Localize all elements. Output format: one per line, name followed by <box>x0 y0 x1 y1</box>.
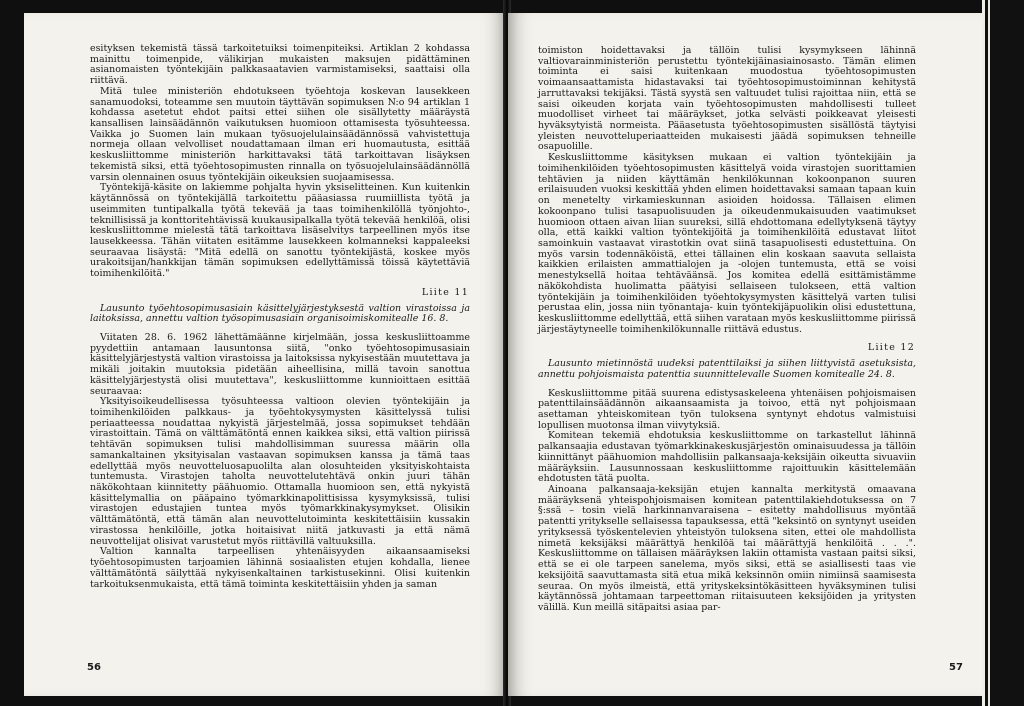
paragraph: esityksen tekemistä tässä tarkoitetuiksi toimenpiteiksi. Artiklan 2 kohdassa mainittu toimenpide, välikirjan mukaisten maksujen pidättäminen asianomaisten työntekijäin palkkasaatavien varmistamiseksi, saattaisi olla riittävä. <box>90 43 470 87</box>
paragraph: Komitean tekemiä ehdotuksia keskusliittomme on tarkastellut lähinnä palkansaajia edustavan työmarkkinakeskusjärjestön ominaisuudessa ja tällöin kiinnittänyt päähuomion mahdollisiin palkansaaja-keksijäin oikeutta sivuaviin määräyksiin. Lausunnossaan keskusliittomme rajoittuukin käsittelemään ehdotusten tätä puolta. <box>538 430 916 485</box>
paragraph: toimiston hoidettavaksi ja tällöin tulisi kysymykseen lähinnä valtiovarainministeriön perustettu työntekijäinasiainosasto. Tämän elimen toiminta ei saisi kuitenkaan muodostua työehtosopimusten voimaansaattamista hidastavaksi tai työehtosopimustoiminnan kehitystä jarruttavaksi tekijäksi. Tästä syystä sen valtuudet tulisi rajoittaa niin, että se saisi oikeuden korjata vain työehtosopimusten mahdollisesti tulleet muodolliset virheet tai määräykset, jotka selvästi poikkeavat yleisesti hyväksytyistä normeista. Pääasetusta työehtosopimusten sisällöstä täytyisi yleisten neuvotteluperiaatteiden mukaisesti jäädä sopimuksen tehneille osapuolille. <box>538 45 916 153</box>
right-page-text <box>538 46 916 614</box>
page-number: 56 <box>87 662 101 673</box>
paragraph: Keskusliittomme käsityksen mukaan ei valtion työntekijäin ja toimihenkilöiden työehtosopimusten käsittelyä voida virastojen suorittamien tehtävien ja niiden käyttämän henkilökunnan kokoonpanon suuren erilaisuuden vuoksi keskittää yhden elimen hoidettavaksi samaan tapaan kuin on menetelty virkamieskunnan asioiden hoidossa. Tällaisen elimen kokoonpano tulisi tasapuolisuuden ja oikeudenmukaisuuden vaatimukset huomioon ottaen aivan liian suureksi, sillä ehdottomana edellytyksenä täytyy olla, että kaikki valtion työntekijöitä ja toimihenkilöitä edustavat liitot samoinkuin vastaavat virastotkin ovat siinä tasapuolisesti edustettuina. On myös varsin todennäköistä, ettei tällainen elin koskaan saavuta sellaista kaikkien erilaisten ammattialojen ja -olojen tuntemusta, että se voisi menestyksellä hoitaa tehtäväänsä. Jos komitea edellä esittämistämme näkökohdista huolimatta päätyisi sellaiseen tulokseen, että valtion työntekijäin ja toimihenkilöiden työehtokysymysten käsittelyä varten tulisi perustaa elin, jossa niin työnantaja- kuin työntekijäpuolikin olisi edustettuna, keskusliittomme edellyttää, että siihen varataan myös keskusliittomme piirissä järjestäytyneelle toimihenkilökunnalle riittävä edustus. <box>538 152 916 335</box>
left-page <box>24 13 506 696</box>
section-heading: Lausunto mietinnöstä uudeksi patenttilaiksi ja siihen liittyvistä asetuksista, annettu pohjoismaista patenttia suunnittelevalle Suomen komitealle 24. 8. <box>538 358 916 380</box>
paragraph: Valtion kannalta tarpeellisen yhtenäisyyden aikaansaamiseksi työehtosopimusten tarjoamien lähinnä sosiaalisten etujen kohdalla, lienee välttämätöntä säilyttää nykyisenkaltainen tarkistusekinni. Olisi kuitenkin tarkoituksenmukaista, että tämä toiminta keskitettäisiin yhden ja saman <box>90 546 470 590</box>
paragraph: Keskusliittomme pitää suurena edistysaskeleena yhtenäisen pohjoismaisen patenttilainsäädännön aikaansaamista ja toivoo, että nyt pohjoismaan asettaman yhteiskomitean työn tuloksena syntynyt ehdotus valmistuisi lopullisen muotonsa ilman viivytyksiä. <box>538 387 916 431</box>
left-page-text <box>90 44 470 590</box>
paragraph: Yksityisoikeudellisessa työsuhteessa valtioon olevien työntekijäin ja toimihenkilöiden palkkaus- ja työehtokysymysten käsittelyssä tulisi periaatteessa noudattaa nykyistä järjestelmää, jossa sopimukset tehdään virastoittain. Tämä on välttämätöntä ennen kaikkea siksi, että valtion piirissä tehtävän sopimuksen tulisi mahdollisimman suuressa määrin olla samankaltainen yksityisalan vastaavan sopimuksen kanssa ja tämä taas edellyttää myös neuvotteluosapuolilta alan olosuhteiden yksityiskohtaista tuntemusta. Virastojen taholta neuvottelutehtävä onkin juuri tähän näkökohtaan kiinnitetty päähuomio. Ottamalla huomioon sen, että nykyistä käsittelymallia on pääpaino työmarkkinapolittisissa kysymyksissä, tulisi virastojen edustajien tuntea myös työmarkkinakysymykset. Olisikin välttämätöntä, että tämän alan neuvottelutoiminta keskitettäisiin kussakin virastossa henkilöille, jotka hoitaisivat niitä jatkuvasti ja että nämä neuvottelijat olisivat varustetut myös riittävillä valtuuksilla. <box>90 396 470 547</box>
paragraph: Työntekijä-käsite on lakiemme pohjalta hyvin yksiselitteinen. Kun kuitenkin käytännössä on työntekijällä tarkoitettu pääasiassa ruumiillista työtä ja useimmiten tuntipalkalla työtä tekevää ja taas toimihenkilöllä työnjohto-, teknillisissä ja konttoritehtävissä kuukausipalkalla työtä tekevää henkilöä, olisi keskusliittomme mielestä tätä tarkoittava lisäselvitys tarpeellinen myös itse lausekkeessa. Tähän viitaten esitämme lausekkeen kolmanneksi kappaleeksi seuraavaa lisäystä: "Mitä edellä on sanottu työntekijästä, koskee myös urakoitsijan/hankkijan tämän sopimuksen edellyttämissä töissä käytettäviä toimihenkilöitä." <box>90 182 470 280</box>
page-number: 57 <box>949 662 963 673</box>
right-page <box>508 13 982 696</box>
section-heading: Lausunto työehtosopimusasiain käsittelyjärjestyksestä valtion virastoissa ja laitoksissa, annettu valtion työsopimusasiain organisoimiskomitealle 16. 8. <box>90 302 470 325</box>
page-edges <box>982 0 1024 706</box>
appendix-label: Liite 11 <box>421 286 469 298</box>
paragraph: Ainoana palkansaaja-keksijän etujen kannalta merkitystä omaavana määräyksenä yhteispohjoismaisen komitean patenttilakiehdotuksessa on 7 §:ssä – tosin vielä harkinnanvaraisena – esitetty mahdollisuus myöntää patentti yritykselle sellaisessa tapauksessa, että "keksintö on syntynyt useiden yrityksessä työskentelevien yhteistyön tuloksena siten, ettei ole mahdollista nimetä keksijäksi määrättyä henkilöä tai määrättyjä henkilöitä . . .". Keskusliittomme on tällaisen määräyksen lakiin ottamista vastaan paitsi siksi, että se ei ole tarpeen sanelema, myös siksi, että se asiallisesti taas vie keksijöitä saavuttamasta sitä etua mikä keksinnön omiin nimiinsä saamisesta seuraa. On myös ilmeistä, että yrityskeksintökäsitteen hyväksyminen tulisi käytännössä johtamaan tarpeettoman riitaisuuteen keksijöiden ja yritysten välillä. Kun meillä sitäpaitsi asiaa par- <box>538 484 916 613</box>
paragraph: Viitaten 28. 6. 1962 lähettämäänne kirjelmään, jossa keskusliittoamme pyydettiin antamaan lausuntonsa siitä, "onko työehtosopimusasiain käsittelyjärjestystä valtion virastoissa ja laitoksissa nykyisestään muutettava ja mikäli joitakin muutoksia pidetään aiheellisina, millä tavoin sanottua käsittelyjärjestystä olisi muutettava", keskusliittomme kunnioittaen esittää seuraavaa: <box>90 331 470 397</box>
appendix-label: Liite 12 <box>867 342 915 354</box>
paragraph: Mitä tulee ministeriön ehdotukseen työehtoja koskevan lausekkeen sanamuodoksi, toteamme sen muutoin täyttävän sopimuksen N:o 94 artiklan 1 kohdassa asetetut ehdot paitsi ettei siihen ole sisällytetty määräystä kansallisen lainsäädännön vaikutuksen huomioon ottamisesta työsuhteessa. Vaikka jo Suomen lain mukaan työsuojelulainsäädännössä vahvistettuja normeja ollaan velvolliset noudattamaan ilman eri huomautusta, esittää keskusliittomme ministeriön harkittavaksi tätä tarkoittavan lisäyksen tekemistä siksi, että työehtosopimusten rinnalla on työsuojelulainsäädännöllä varsin olennainen osuus työntekijäin oikeuksien suojaamisessa. <box>90 85 470 183</box>
